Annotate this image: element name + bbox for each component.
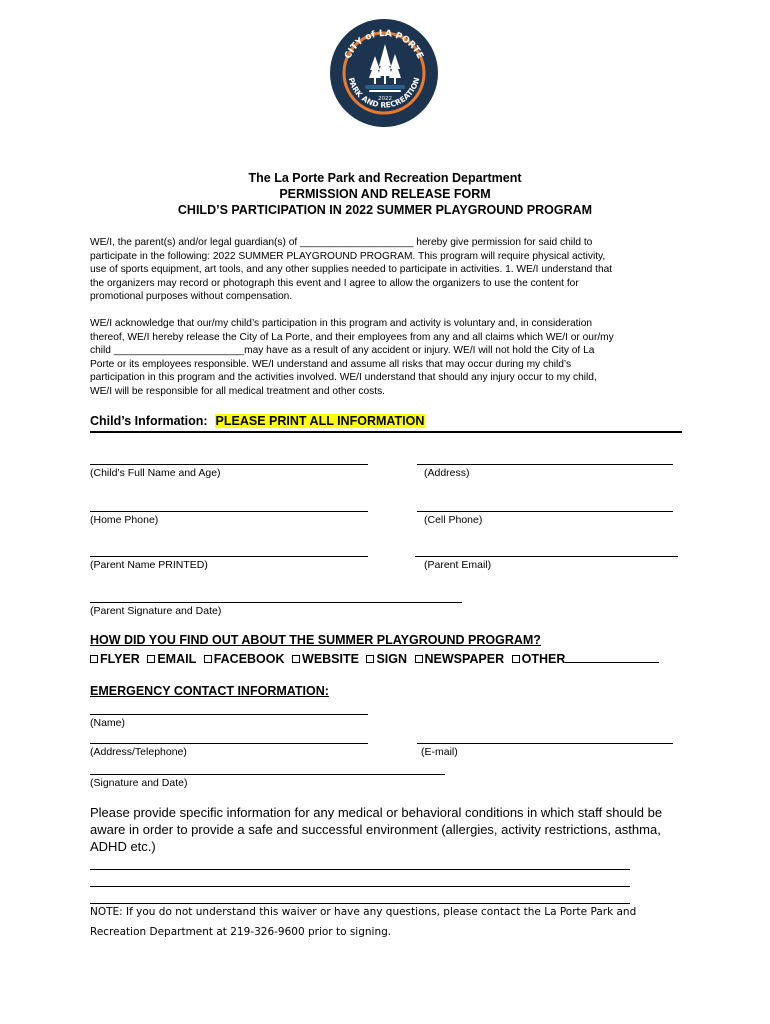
checkbox-icon (204, 655, 212, 663)
option-newspaper[interactable]: NEWSPAPER (415, 652, 505, 666)
emergency-name-line[interactable] (90, 714, 368, 715)
water-icon (365, 85, 405, 89)
address-label: (Address) (424, 467, 470, 479)
emergency-name-label: (Name) (90, 717, 126, 729)
release-paragraph: WE/I acknowledge that our/my child’s participation in this program and activity is voluntary and, in consideration thereof, WE/I hereby release the City of La Porte, and their employees from any and all claims which WE/I or our/my child _______________________may have as a result of any accident or injury. WE/I will not hold the City of La Porte or its employees responsible. WE/I understand and assume all risks that may occur during my child’s participation in this program and the activities involved. WE/I understand that should any injury occur to my child, WE/I will be responsible for all medical treatment and other costs. (90, 318, 614, 397)
checkbox-icon (292, 655, 300, 663)
option-email[interactable]: EMAIL (147, 652, 196, 666)
parent-name-label: (Parent Name PRINTED) (90, 559, 208, 571)
form-subtitle: CHILD’S PARTICIPATION IN 2022 SUMMER PLAYGROUND PROGRAM (177, 203, 593, 217)
survey-question: HOW DID YOU FIND OUT ABOUT THE SUMMER PLAYGROUND PROGRAM? (90, 633, 541, 647)
checkbox-icon (90, 655, 98, 663)
cell-phone-label: (Cell Phone) (424, 514, 483, 526)
emergency-signature-line[interactable] (90, 774, 445, 775)
department-title: The La Porte Park and Recreation Department (248, 171, 522, 185)
logo-top-text: CITY of LA PORTE (343, 28, 425, 61)
child-name-label: (Child’s Full Name and Age) (90, 467, 221, 479)
permission-paragraph: WE/I, the parent(s) and/or legal guardian(s) of ____________________ hereby give permission for said child to participate in the following: 2022 SUMMER PLAYGROUND PROGRAM. This program will require physical activity, use of sports equipment, art tools, and any other supplies needed to participate in activities. 1. WE/I understand that the organizers may record or photograph this event and I agree to allow the organizers to use the content for promotional purposes without compensation. (90, 237, 613, 303)
parent-email-line[interactable] (415, 556, 678, 557)
home-phone-line[interactable] (90, 511, 368, 512)
emergency-signature-label: (Signature and Date) (90, 777, 188, 789)
form-title: PERMISSION AND RELEASE FORM (279, 187, 491, 201)
section-divider (90, 431, 682, 433)
option-sign[interactable]: SIGN (366, 652, 407, 666)
emergency-heading: EMERGENCY CONTACT INFORMATION: (90, 684, 329, 698)
emergency-address-label: (Address/Telephone) (90, 746, 187, 758)
option-facebook[interactable]: FACEBOOK (204, 652, 285, 666)
logo-bottom-text: PARK AND RECREATION (346, 76, 422, 110)
print-instruction: PLEASE PRINT ALL INFORMATION (215, 414, 425, 428)
option-website[interactable]: WEBSITE (292, 652, 359, 666)
option-other[interactable]: OTHER (512, 652, 660, 666)
emergency-email-label: (E-mail) (421, 746, 458, 758)
survey-options (90, 651, 663, 666)
parent-name-line[interactable] (90, 556, 368, 557)
emergency-address-line[interactable] (90, 743, 368, 744)
cell-phone-line[interactable] (417, 511, 673, 512)
other-fill-line (565, 651, 659, 663)
checkbox-icon (147, 655, 155, 663)
option-flyer[interactable]: FLYER (90, 652, 140, 666)
checkbox-icon (415, 655, 423, 663)
parent-signature-label: (Parent Signature and Date) (90, 605, 222, 617)
home-phone-label: (Home Phone) (90, 514, 159, 526)
child-name-line[interactable] (90, 464, 368, 465)
parent-email-label: (Parent Email) (424, 559, 492, 571)
checkbox-icon (366, 655, 374, 663)
address-line[interactable] (417, 464, 673, 465)
childs-info-heading: Child’s Information: PLEASE PRINT ALL INFORMATION (90, 414, 425, 428)
parent-signature-line[interactable] (90, 602, 462, 603)
emergency-email-line[interactable] (417, 743, 673, 744)
note-text: NOTE: If you do not understand this waiver or have any questions, please contact the La Porte Park and Recreation Department at 219-326-9600 prior to signing. (90, 906, 637, 938)
logo-year: 2022 (378, 96, 392, 102)
city-logo (329, 18, 439, 128)
medical-line-2[interactable] (90, 886, 630, 887)
checkbox-icon (512, 655, 520, 663)
medical-line-1[interactable] (90, 869, 630, 870)
medical-prompt: Please provide specific information for any medical or behavioral conditions in which staff should be aware in order to provide a safe and successful environment (allergies, activity restrictions, asthma, ADHD etc.) (90, 805, 663, 854)
